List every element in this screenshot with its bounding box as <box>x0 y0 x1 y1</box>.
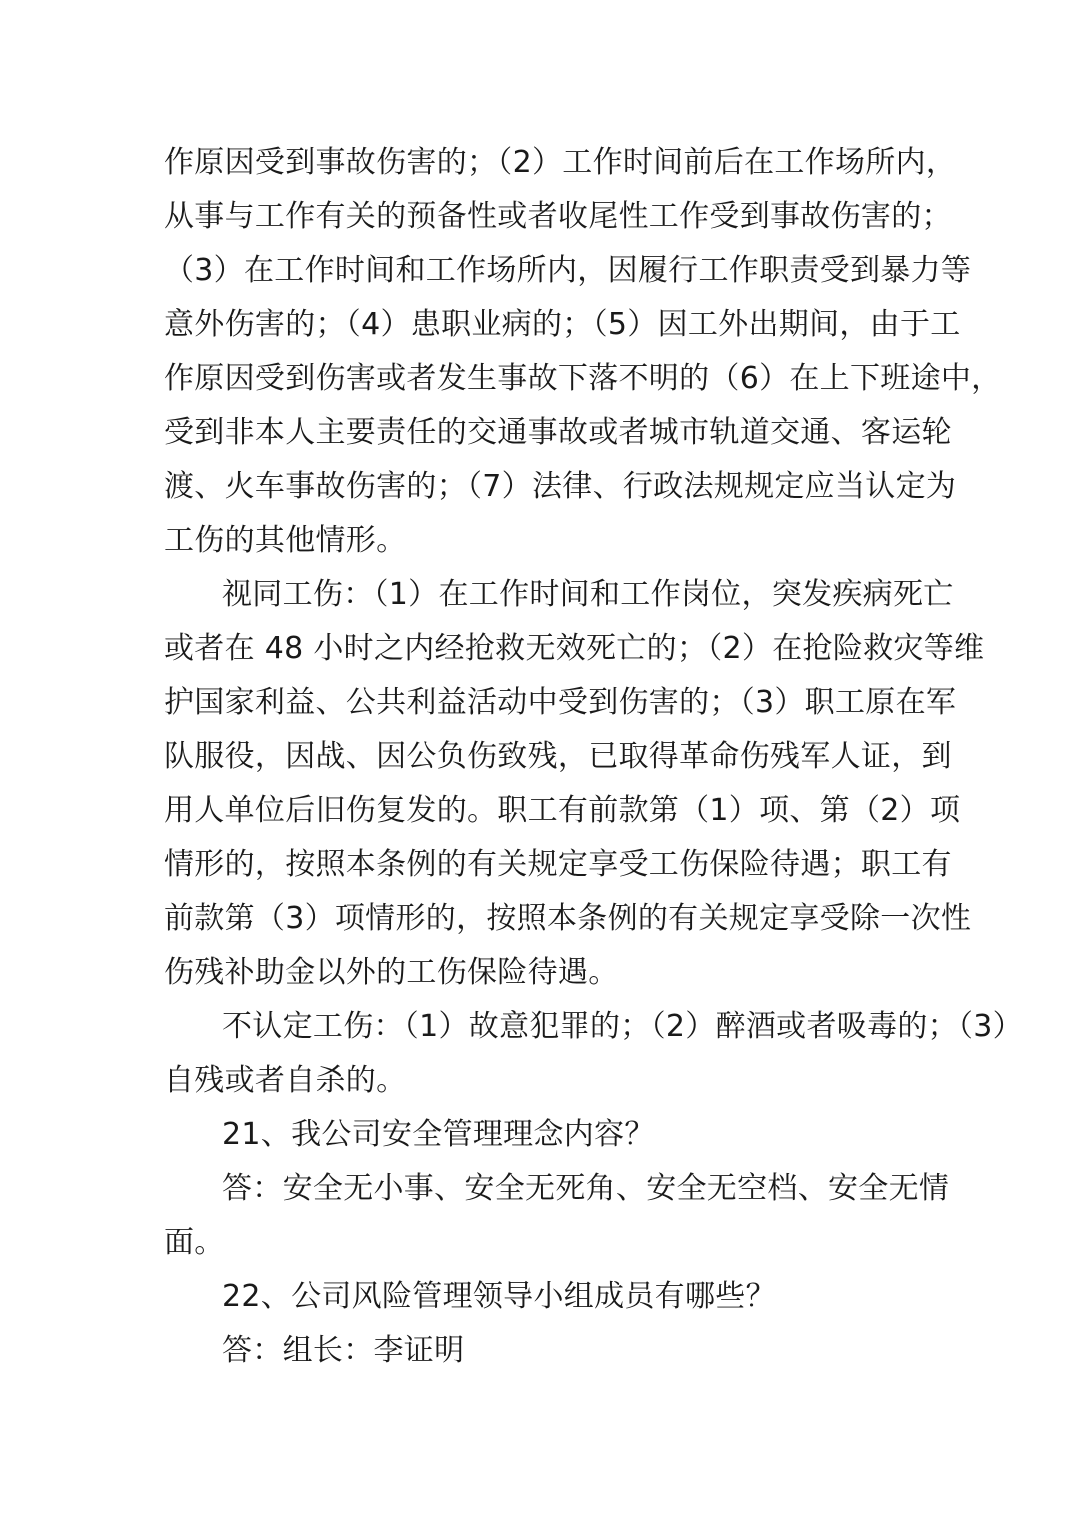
text-line: 队服役，因战、因公负伤致残，已取得革命伤残军人证，到 <box>164 739 952 774</box>
text-line: 渡、火车事故伤害的；（7）法律、行政法规规定应当认定为 <box>164 469 957 504</box>
question-heading: 22、公司风险管理领导小组成员有哪些？ <box>222 1279 776 1314</box>
document-body <box>164 136 1023 1378</box>
text-line: 面。 <box>164 1225 225 1260</box>
text-line: 前款第（3）项情形的，按照本条例的有关规定享受除一次性 <box>164 901 972 936</box>
text-line: 受到非本人主要责任的交通事故或者城市轨道交通、客运轮 <box>164 415 952 450</box>
text-line: 作原因受到伤害或者发生事故下落不明的（6）在上下班途中， <box>164 361 1002 396</box>
text-line: 情形的，按照本条例的有关规定享受工伤保险待遇；职工有 <box>164 847 952 882</box>
text-line: 护国家利益、公共利益活动中受到伤害的；（3）职工原在军 <box>164 685 957 720</box>
text-line: 作原因受到事故伤害的；（2）工作时间前后在工作场所内， <box>164 145 957 180</box>
text-line: 从事与工作有关的预备性或者收尾性工作受到事故伤害的； <box>164 199 952 234</box>
text-line: 自残或者自杀的。 <box>164 1063 407 1098</box>
answer-line: 答：安全无小事、安全无死角、安全无空档、安全无情 <box>222 1171 950 1206</box>
paragraph-start-line: 视同工伤：（1）在工作时间和工作岗位，突发疾病死亡 <box>222 577 954 612</box>
paragraph-start-line: 不认定工伤：（1）故意犯罪的；（2）醉酒或者吸毒的；（3） <box>222 1009 1023 1044</box>
text-line: （3）在工作时间和工作场所内，因履行工作职责受到暴力等 <box>164 253 972 288</box>
text-line: 意外伤害的；（4）患职业病的；（5）因工外出期间，由于工 <box>164 307 961 342</box>
answer-line: 答：组长：李证明 <box>222 1333 465 1368</box>
text-line: 或者在 48 小时之内经抢救无效死亡的；（2）在抢险救灾等维 <box>164 631 985 666</box>
text-line: 工伤的其他情形。 <box>164 523 407 558</box>
text-line: 用人单位后旧伤复发的。职工有前款第（1）项、第（2）项 <box>164 793 961 828</box>
question-heading: 21、我公司安全管理理念内容？ <box>222 1117 655 1152</box>
text-line: 伤残补助金以外的工伤保险待遇。 <box>164 955 619 990</box>
